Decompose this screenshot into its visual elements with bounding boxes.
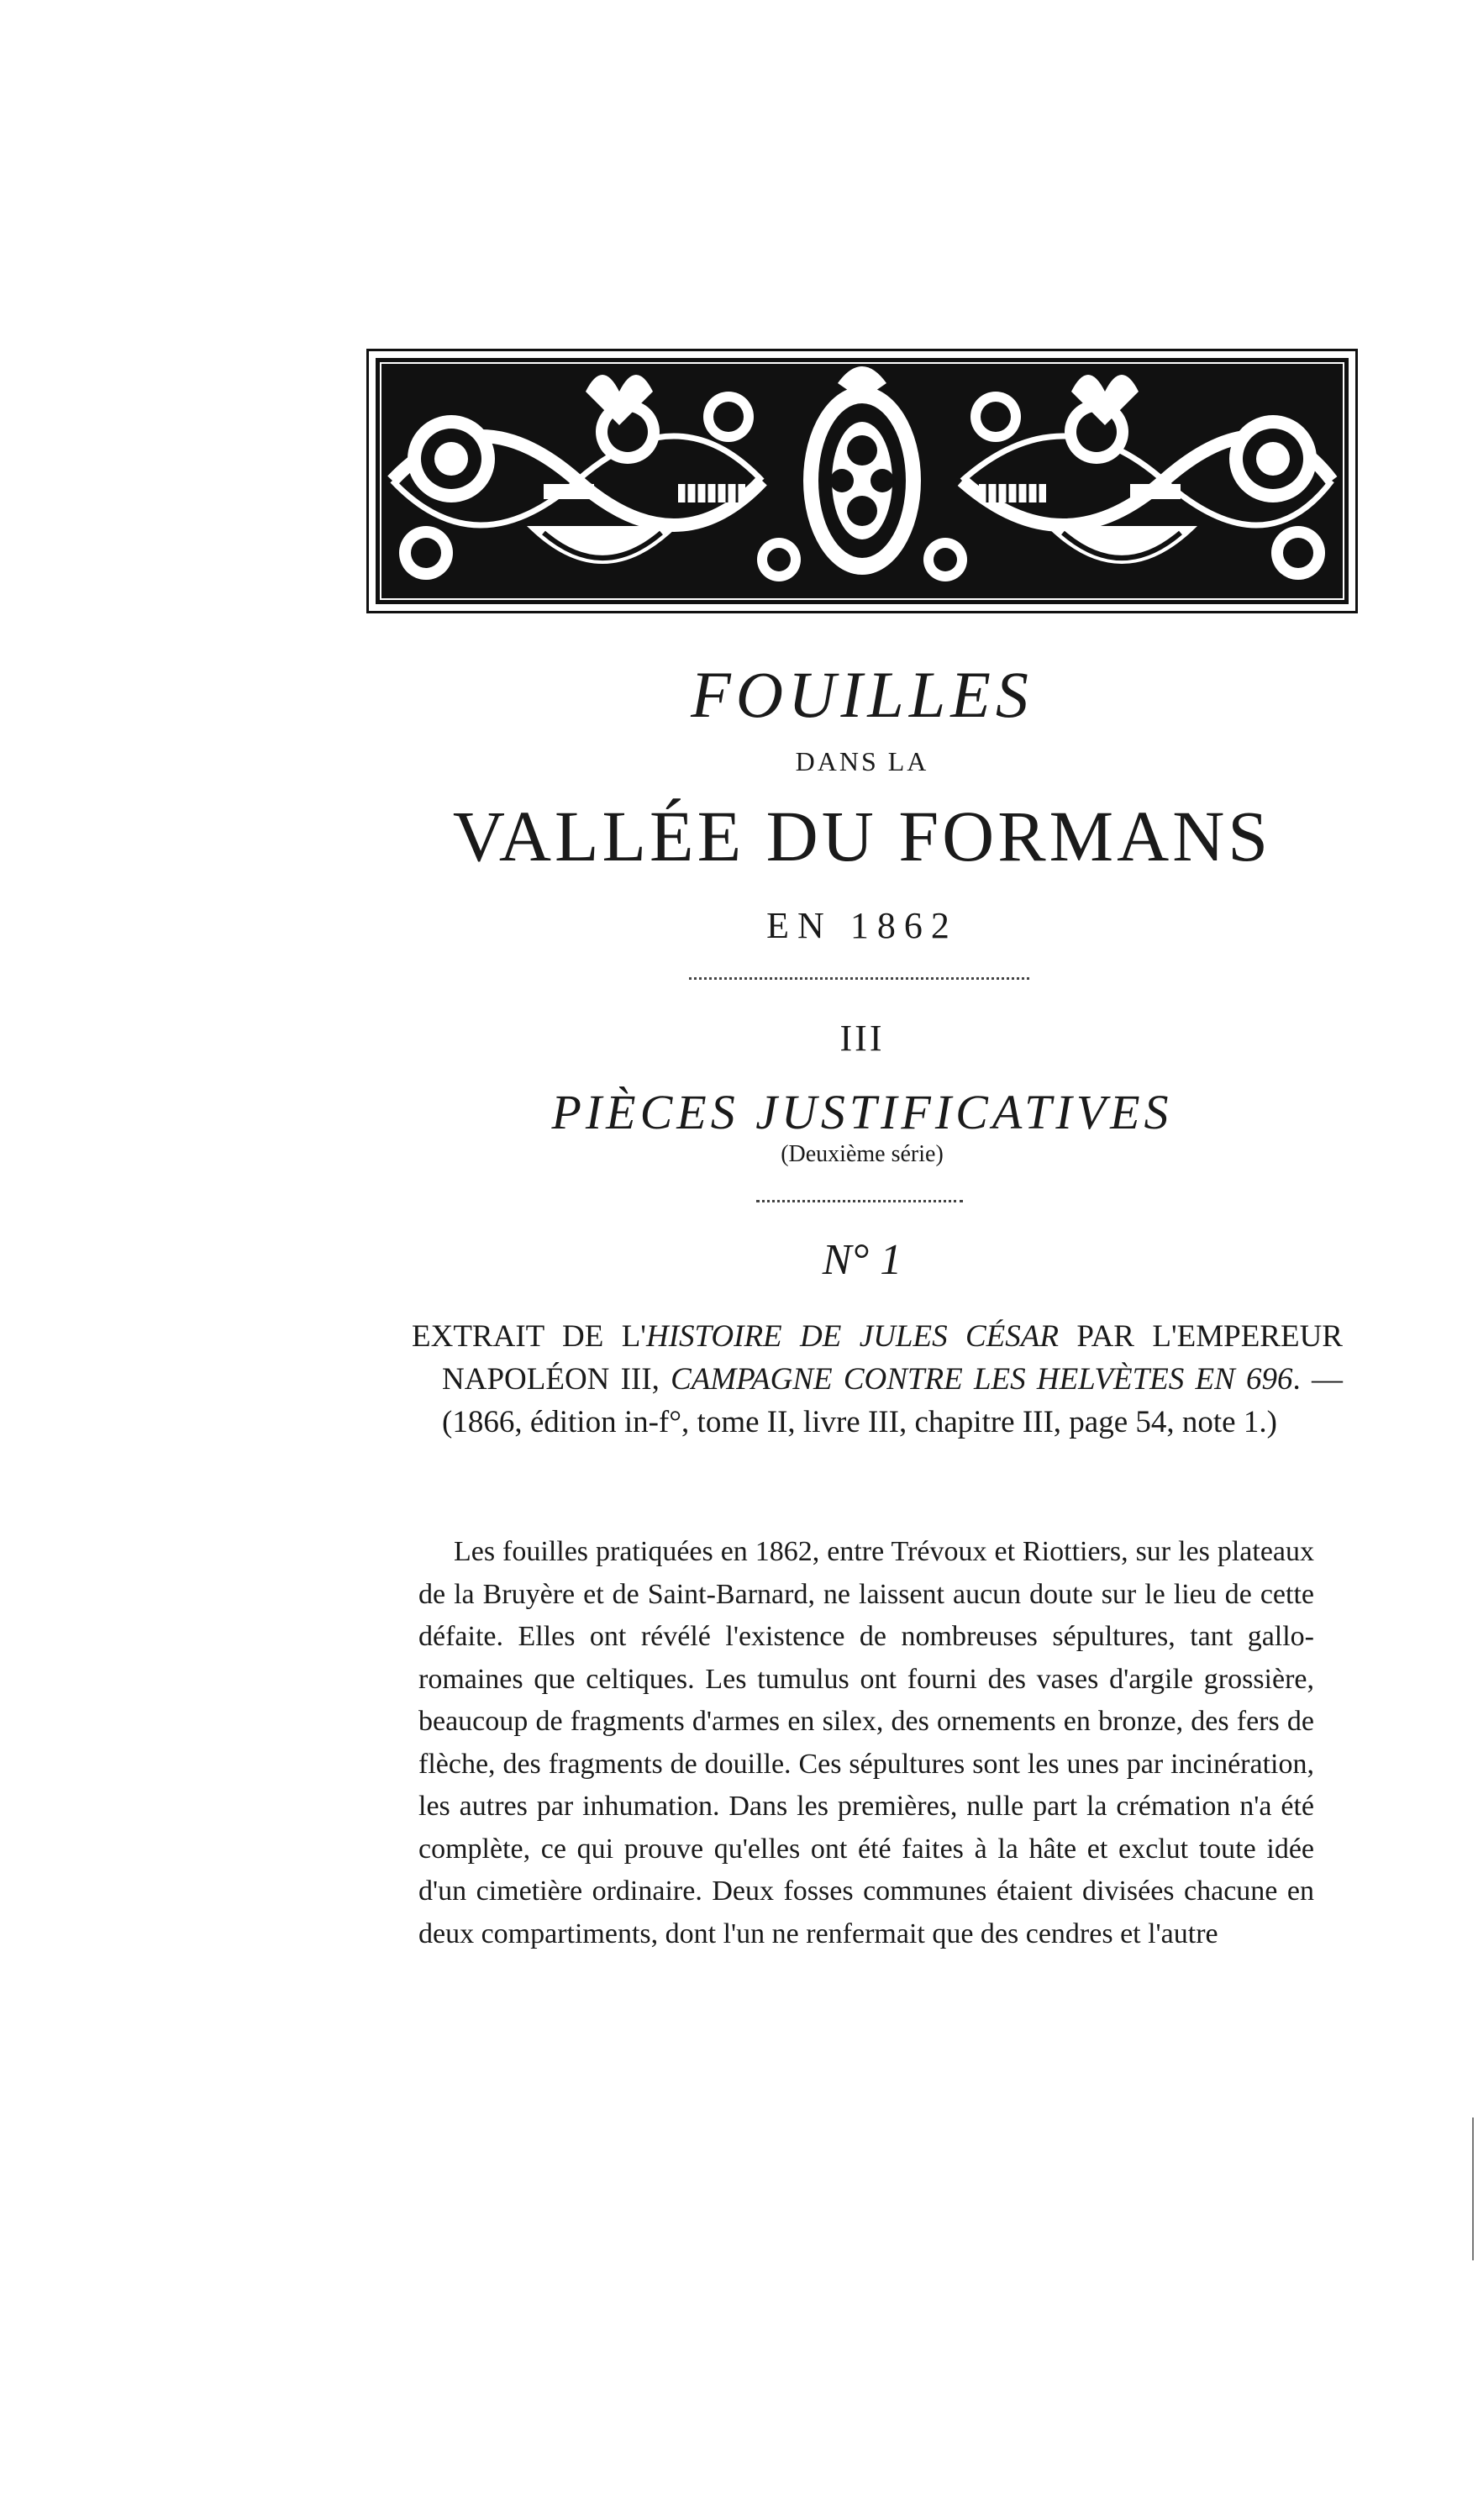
title-year: EN 1862 [766, 905, 958, 946]
extract-chapter-title: CAMPAGNE CONTRE LES HELVÈTES EN 696 [671, 1362, 1293, 1397]
dotted-divider-short [756, 1200, 963, 1202]
extract-citation [412, 1315, 1343, 1444]
title-place: VALLÉE DU FORMANS [452, 796, 1272, 876]
extract-suffix: . — (1866, édition in-f°, tome II, livre III, chapitre III, page 54, note 1.) [442, 1362, 1343, 1439]
section-subtitle: (Deuxième série) [781, 1141, 944, 1167]
title-connector: DANS LA [795, 746, 929, 776]
extract-book-title: HISTOIRE DE JULES CÉSAR [645, 1319, 1059, 1354]
renaissance-headpiece-icon [376, 358, 1349, 604]
title-main: FOUILLES [691, 658, 1034, 731]
item-heading: N° 1 [822, 1236, 902, 1284]
dotted-divider [689, 977, 1029, 980]
extract-prefix: EXTRAIT DE L' [412, 1319, 646, 1354]
extract-middle: PAR L'EMPEREUR NAPOLÉON III, [442, 1319, 1343, 1397]
ornamental-headpiece [366, 349, 1358, 613]
scan-edge-mark [1472, 2118, 1474, 2260]
section-title: PIÈCES JUSTIFICATIVES [551, 1085, 1173, 1139]
body-paragraph: Les fouilles pratiquées en 1862, entre Trévoux et Riottiers, sur les plateaux de la Bruyère et de Saint-Barnard, ne laissent aucun doute sur le lieu de cette défaite. Elles ont révélé l'existence de nombreuses sépultures, tant gallo-romaines que celtiques. Les tumulus ont fourni des vases d'argile grossière, beaucoup de fragments d'armes en silex, des ornements en bronze, des fers de flèche, des fragments de douille. Ces sépultures sont les unes par incinération, les autres par inhumation. Dans les premières, nulle part la crémation n'a été complète, ce qui prouve qu'elles ont été faites à la hâte et exclut toute idée d'un cimetière ordinaire. Deux fosses communes étaient divisées chacune en deux compartiments, dont l'un ne renfermait que des cendres et l'autre [418, 1536, 1314, 1949]
section-number: III [839, 1018, 885, 1059]
